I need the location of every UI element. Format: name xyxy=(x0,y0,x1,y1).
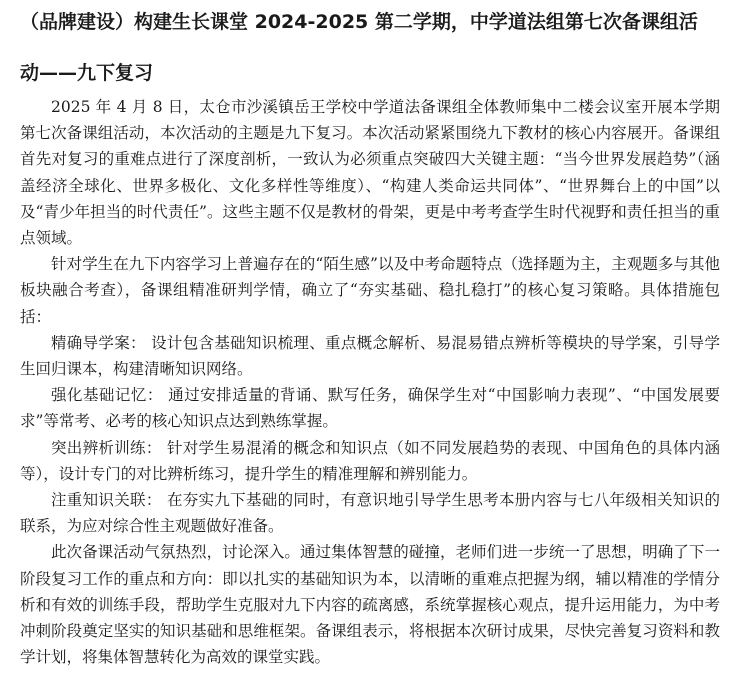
measure-label: 注重知识关联： xyxy=(51,491,162,510)
article-body xyxy=(20,94,720,670)
measure-label: 突出辨析训练： xyxy=(51,438,162,457)
measure-item xyxy=(20,382,720,434)
article-title-line-1: （品牌建设）构建生长课堂 2024-2025 第二学期，中学道法组第七次备课组活 xyxy=(20,11,698,33)
strategy-paragraph: 针对学生在九下内容学习上普遍存在的“陌生感”以及中考命题特点（选择题为主，主观题多与其他板块融合考查），备课组精准研判学情，确立了“夯实基础、稳扎稳打”的核心复习策略。具体措施包括： xyxy=(20,255,720,326)
measure-label: 精确导学案： xyxy=(51,333,146,352)
measure-text: 设计包含基础知识梳理、重点概念解析、易混易错点辨析等模块的导学案，引导学生回归课本，构建清晰知识网络。 xyxy=(20,333,720,379)
intro-paragraph: 2025 年 4 月 8 日，太仓市沙溪镇岳王学校中学道法备课组全体教师集中二楼会议室开展本学期第七次备课组活动，本次活动的主题是九下复习。本次活动紧紧围绕九下教材的核心内容展开。备课组首先对复习的重难点进行了深度剖析，一致认为必须重点突破四大关键主题：“当今世界发展趋势”（涵盖经济全球化、世界多极化、文化多样性等维度）、“构建人类命运共同体”、“世界舞台上的中国”以及“青少年担当的时代责任”。这些主题不仅是教材的骨架，更是中考考查学生时代视野和责任担当的重点领域。 xyxy=(20,98,720,248)
measure-text: 通过安排适量的背诵、默写任务，确保学生对“中国影响力表现”、“中国发展要求”等常考、必考的核心知识点达到熟练掌握。 xyxy=(20,386,720,431)
measure-text: 在夯实九下基础的同时，有意识地引导学生思考本册内容与七八年级相关知识的联系，为应对综合性主观题做好准备。 xyxy=(20,491,720,536)
measure-text: 针对学生易混淆的概念和知识点（如不同发展趋势的表现、中国角色的具体内涵等），设计专门的对比辨析练习，提升学生的精准理解和辨别能力。 xyxy=(20,438,720,483)
conclusion-paragraph: 此次备课活动气氛热烈，讨论深入。通过集体智慧的碰撞，老师们进一步统一了思想，明确了下一阶段复习工作的重点和方向：即以扎实的基础知识为本，以清晰的重难点把握为纲，辅以精准的学情分析和有效的训练手段，帮助学生克服对九下内容的疏离感，系统掌握核心观点，提升运用能力，为中考冲刺阶段奠定坚实的知识基础和思维框架。备课组表示，将根据本次研讨成果，尽快完善复习资料和教学计划，将集体智慧转化为高效的课堂实践。 xyxy=(20,543,720,667)
measure-item xyxy=(20,435,720,487)
measure-label: 强化基础记忆： xyxy=(51,386,163,405)
measure-item xyxy=(20,330,720,382)
article-title-line-2: 动——九下复习 xyxy=(20,62,154,84)
measure-item xyxy=(20,487,720,539)
